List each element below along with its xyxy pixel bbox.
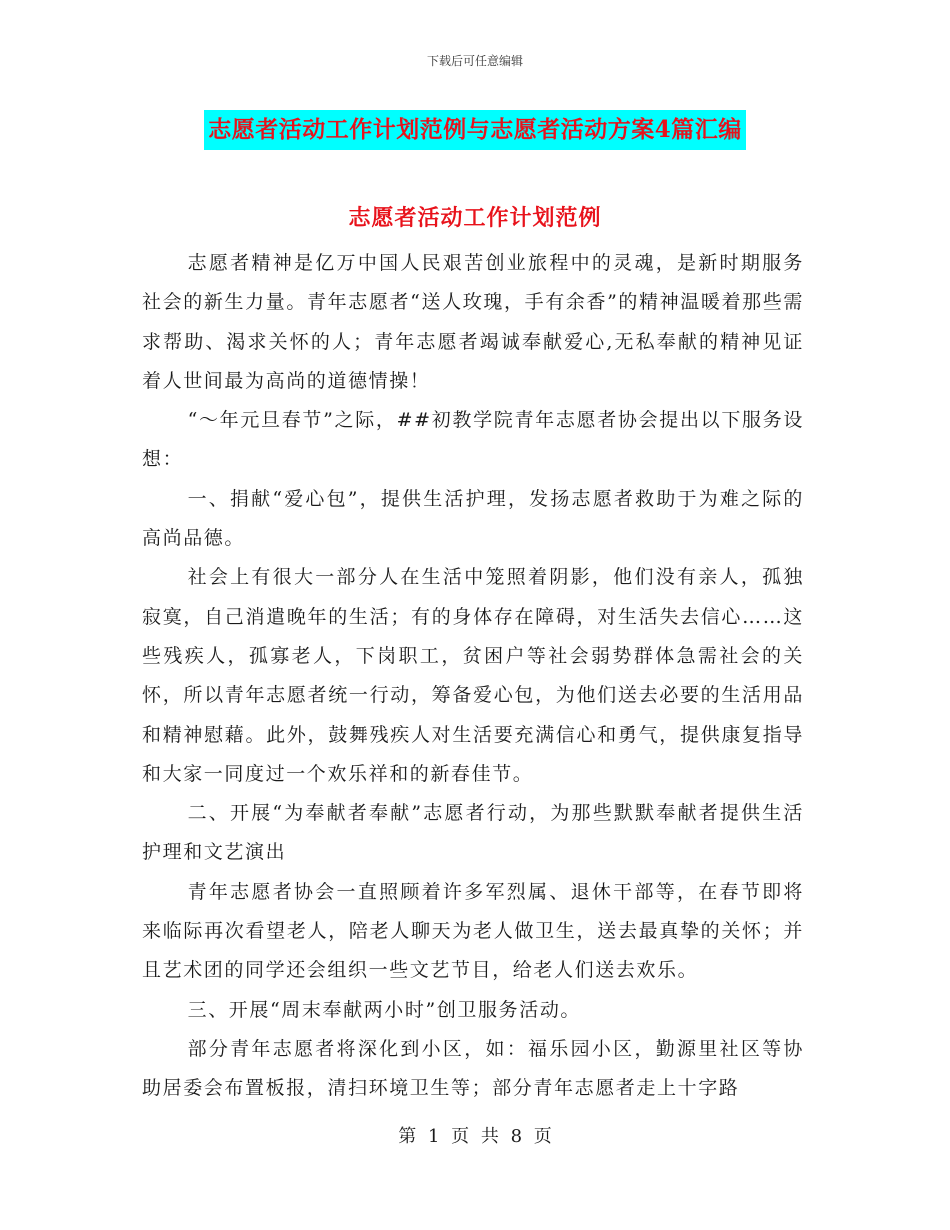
page-header-note: 下载后可任意编辑 bbox=[426, 54, 523, 68]
paragraph-heading: 二、开展“为奉献者奉献”志愿者行动，为那些默默奉献者提供生活护理和文艺演出 bbox=[142, 802, 804, 864]
document-title: 志愿者活动工作计划范例与志愿者活动方案4篇汇编 bbox=[204, 110, 746, 150]
paragraph-heading: 三、开展“周末奉献两小时”创卫服务活动。 bbox=[187, 998, 582, 1021]
paragraph: 青年志愿者协会一直照顾着许多军烈属、退休干部等，在春节即将来临际再次看望老人，陪老人聊天为老人做卫生，送去最真挚的关怀；并且艺术团的同学还会组织一些文艺节目，给老人们送去欢乐。 bbox=[142, 880, 804, 982]
section-title: 志愿者活动工作计划范例 bbox=[348, 205, 602, 231]
paragraph: “～年元旦春节”之际，##初教学院青年志愿者协会提出以下服务设想： bbox=[142, 409, 804, 471]
paragraph: 社会上有很大一部分人在生活中笼照着阴影，他们没有亲人，孤独寂寞，自己消遣晚年的生活；有的身体存在障碍，对生活失去信心……这些残疾人，孤寡老人，下岗职工，贫困户等社会弱势群体急需社会的关怀，所以青年志愿者统一行动，筹备爱心包，为他们送去必要的生活用品和精神慰藉。此外，鼓舞残疾人对生活要充满信心和勇气，提供康复指导和大家一同度过一个欢乐祥和的新春佳节。 bbox=[142, 566, 804, 785]
document-body bbox=[142, 244, 804, 1109]
document-title-container bbox=[0, 110, 950, 150]
page-number: 第 1 页 共 8 页 bbox=[398, 1126, 552, 1147]
paragraph: 部分青年志愿者将深化到小区，如：福乐园小区，勤源里社区等协助居委会布置板报，清扫环境卫生等；部分青年志愿者走上十字路 bbox=[142, 1037, 804, 1100]
paragraph-heading: 一、捐献“爱心包”，提供生活护理，发扬志愿者救助于为难之际的高尚品德。 bbox=[142, 487, 804, 550]
paragraph: 志愿者精神是亿万中国人民艰苦创业旅程中的灵魂，是新时期服务社会的新生力量。青年志愿者“送人玫瑰，手有余香”的精神温暖着那些需求帮助、渴求关怀的人；青年志愿者竭诚奉献爱心,无私奉献的精神见证着人世间最为高尚的道德情操！ bbox=[142, 252, 804, 392]
